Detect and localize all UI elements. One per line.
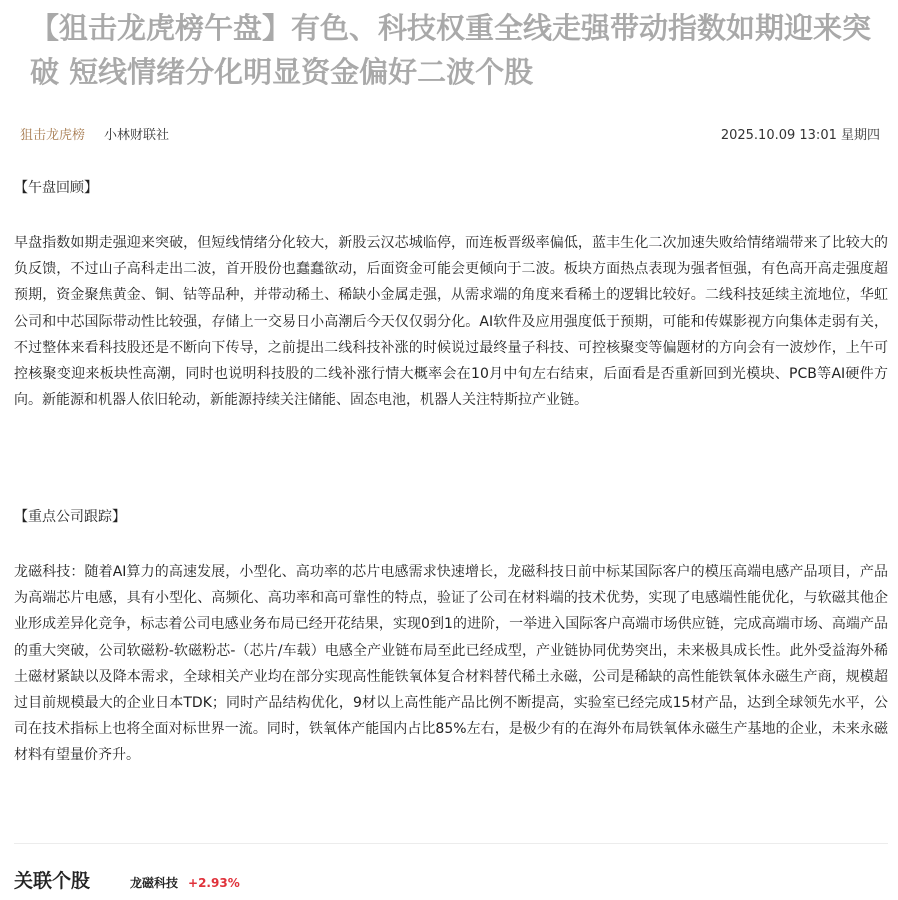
column-name-link[interactable]: 狙击龙虎榜: [20, 128, 86, 143]
divider: [14, 843, 888, 844]
related-stocks-label: 关联个股: [14, 870, 91, 892]
related-stocks: [14, 866, 240, 894]
related-stock-change: +2.93%: [188, 876, 240, 890]
article-meta: [20, 126, 880, 146]
article-title: 【狙击龙虎榜午盘】有色、科技权重全线走强带动指数如期迎来突破 短线情绪分化明显资金偏好二波个股: [30, 11, 872, 89]
section-heading-review: 【午盘回顾】: [14, 180, 98, 196]
section-heading-tracking: 【重点公司跟踪】: [14, 509, 126, 525]
section-body-tracking: 龙磁科技：随着AI算力的高速发展，小型化、高功率的芯片电感需求快速增长，龙磁科技日前中标某国际客户的模压高端电感产品项目，产品为高端芯片电感，具有小型化、高频化、高功率和高可靠性的特点，验证了公司在材料端的技术优势，实现了电感端性能优化，与软磁其他企业形成差异化竞争，标志着公司电感业务布局已经开花结果，实现0到1的进阶，一举进入国际客户高端市场供应链，完成高端市场、高端产品的重大突破，公司软磁粉-软磁粉芯-（芯片/车载）电感全产业链布局至此已经成型，产业链协同优势突出，未来极具成长性。此外受益海外稀土磁材紧缺以及降本需求，全球相关产业均在部分实现高性能铁氧体复合材料替代稀土永磁，公司是稀缺的高性能铁氧体永磁生产商，规模超过目前规模最大的企业日本TDK；同时产品结构优化，9材以上高性能产品比例不断提高，实验室已经完成15材产品，达到全球领先水平，公司在技术指标上也将全面对标世界一流。同时，铁氧体产能国内占比85%左右，是极少有的在海外布局铁氧体永磁生产基地的企业，未来永磁材料有望量价齐升。: [14, 564, 888, 764]
related-stock-name[interactable]: 龙磁科技: [130, 876, 179, 890]
section-body-review: 早盘指数如期走强迎来突破，但短线情绪分化较大，新股云汉芯城临停，而连板晋级率偏低，蓝丰生化二次加速失败给情绪端带来了比较大的负反馈，不过山子高科走出二波，首开股份也蠢蠢欲动，后面资金可能会更倾向于二波。板块方面热点表现为强者恒强，有色高开高走强度超预期，资金聚焦黄金、铜、钴等品种，并带动稀土、稀缺小金属走强，从需求端的角度来看稀土的逻辑比较好。二线科技延续主流地位，华虹公司和中芯国际带动性比较强，存储上一交易日小高潮后今天仅仅弱分化。AI软件及应用强度低于预期，可能和传媒影视方向集体走弱有关，不过整体来看科技股还是不断向下传导，之前提出二线科技补涨的时候说过最终量子科技、可控核聚变等偏题材的方向会有一波炒作，上午可控核聚变迎来板块性高潮，同时也说明科技股的二线补涨行情大概率会在10月中旬左右结束，后面看是否重新回到光模块、PCB等AI硬件方向。新能源和机器人依旧轮动，新能源持续关注储能、固态电池，机器人关注特斯拉产业链。: [14, 235, 888, 409]
author-name: 小林财联社: [104, 128, 170, 143]
publish-datetime: 2025.10.09 13:01 星期四: [720, 128, 880, 143]
